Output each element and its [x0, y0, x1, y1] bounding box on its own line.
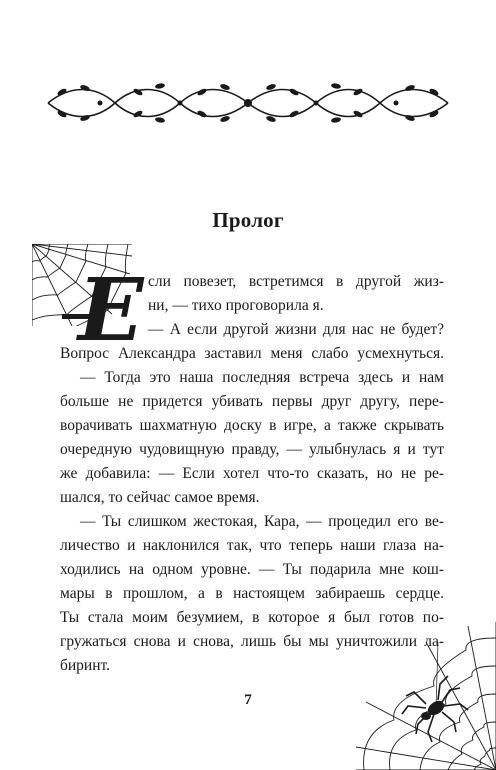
text-line: сли повезет, встретимся в другой жиз-	[148, 273, 444, 290]
text-line: очередную чудовищную правду, — улыбнулась я и тут	[60, 441, 444, 458]
text-line: ни, — тихо проговорила я.	[148, 297, 324, 314]
chapter-title: Пролог	[212, 208, 284, 232]
text-line: — Ты слишком жестокая, Кара, — процедил его ве-	[80, 513, 444, 530]
text-line: Вопрос Александра заставил меня слабо усмехнуться.	[60, 345, 444, 362]
text-line: же добавила: — Если хотел что-то сказать, но не ре-	[60, 465, 444, 482]
text-line: гружаться снова и снова, лишь бы мы уничтожили ла-	[60, 633, 444, 650]
text-line: личество и наклонился так, что теперь наши глаза на-	[60, 537, 444, 554]
text-line: больше не придется убивать первы друг другу, пере-	[60, 393, 444, 410]
text-line: биринт.	[60, 657, 111, 674]
drop-cap-letter: Е	[78, 260, 144, 361]
page-number: 7	[244, 692, 252, 708]
text-line: ходились на одном уровне. — Ты подарила мне кош-	[60, 561, 444, 578]
text-line: мары в прошлом, а в настоящем забираешь сердце.	[60, 585, 444, 602]
text-line: Ты стала моим безумием, в которое я был готов по-	[60, 609, 444, 626]
vine-ornament-icon	[40, 80, 456, 126]
text-line: шался, то сейчас самое время.	[60, 489, 260, 506]
text-line: — Тогда это наша последняя встреча здесь и нам	[80, 369, 444, 386]
text-line: — А если другой жизни для нас не будет?	[148, 321, 444, 338]
spider-web-with-spider-icon	[356, 622, 496, 770]
text-line: ворачивать шахматную доску в игре, а также скрывать	[60, 417, 444, 434]
body-text	[60, 260, 444, 678]
